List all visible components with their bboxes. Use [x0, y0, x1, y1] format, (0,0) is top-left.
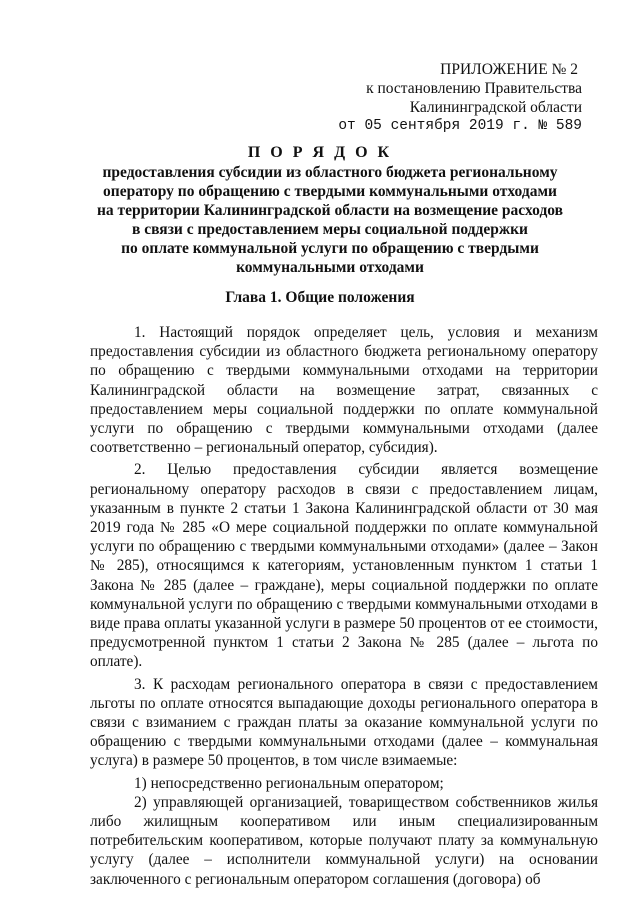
appendix-header	[338, 60, 582, 136]
subtitle-line: коммунальными отходами	[236, 259, 424, 276]
subtitle-line: в связи с предоставлением меры социальной поддержки	[132, 221, 528, 238]
subparagraph-2: 2) управляющей организацией, товариществом собственников жилья либо жилищным кооперативом или иным специализированным потребительским кооперативом, которые получают плату за коммунальную услугу (далее – исполнители коммунальной услуги) на основании заключенного с региональным оператором соглашения (договора) об	[90, 793, 598, 888]
document-subtitle	[90, 163, 570, 277]
document-title: П О Р Я Д О К	[247, 144, 393, 161]
subparagraph-1: 1) непосредственно региональным оператором;	[134, 774, 444, 792]
chapter-heading: Глава 1. Общие положения	[225, 289, 415, 306]
paragraph-3: 3. К расходам регионального оператора в связи с предоставлением льготы по оплате относятся выпадающие доходы регионального оператора в связи с взиманием с граждан платы за оказание коммунальной услуги по обращению с твердыми коммунальными отходами (далее – коммунальная услуга) в размере 50 процентов, в том числе взимаемые:	[90, 675, 598, 770]
appendix-date-line: от 05 сентября 2019 г. № 589	[338, 118, 582, 134]
paragraph-1: 1. Настоящий порядок определяет цель, условия и механизм предоставления субсидии из областного бюджета региональному оператору по обращению с твердыми коммунальными отходами на территории Калининградской области на возмещение затрат, связанных с предоставлением меры социальной поддержки по оплате коммунальной услуги по обращению с твердыми коммунальными отходами (далее соответственно – региональный оператор, субсидия).	[90, 324, 598, 457]
appendix-resolution-line: к постановлению Правительства	[366, 80, 582, 97]
appendix-region-line: Калининградской области	[409, 99, 582, 116]
subtitle-line: оператору по обращению с твердыми коммунальными отходами	[103, 183, 557, 200]
paragraph-2: 2. Целью предоставления субсидии является возмещение региональному оператору расходов в связи с предоставлением лицам, указанным в пункте 2 статьи 1 Закона Калининградской области от 30 мая 2019 года № 285 «О мере социальной поддержки по оплате коммунальной услуги по обращению с твердыми коммунальными отходами» (далее – Закон № 285), относящимся к категориям, установленным пунктом 1 статьи 1 Закона № 285 (далее – граждане), меры социальной поддержки по оплате коммунальной услуги по обращению с твердыми коммунальными отходами в виде права оплаты указанной услуги в размере 50 процентов от ее стоимости, предусмотренной пунктом 1 статьи 2 Закона № 285 (далее – льгота по оплате).	[90, 461, 598, 671]
document-body	[90, 323, 598, 889]
appendix-title: ПРИЛОЖЕНИЕ № 2	[440, 61, 578, 78]
subtitle-line: предоставления субсидии из областного бюджета региональному	[102, 164, 558, 181]
subtitle-line: по оплате коммунальной услуги по обращению с твердыми	[121, 240, 539, 257]
subtitle-line: на территории Калининградской области на возмещение расходов	[96, 202, 564, 219]
